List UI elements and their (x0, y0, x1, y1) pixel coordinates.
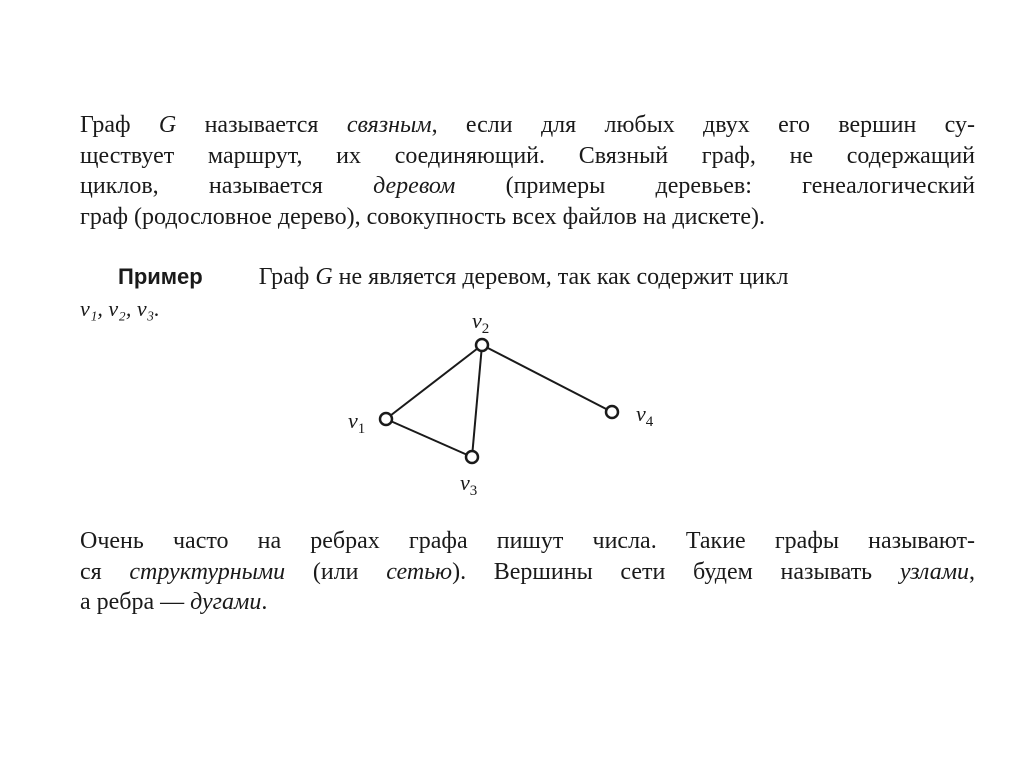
text: не является деревом, так как содержит цикл (332, 264, 789, 290)
term-network: сетью (386, 558, 453, 585)
text-line (80, 171, 975, 202)
edge-v1-v3 (386, 419, 472, 457)
text: (или (285, 558, 387, 585)
text: , (969, 558, 976, 585)
term-tree: деревом (373, 173, 456, 199)
term-arcs: дугами (190, 589, 262, 615)
graph-symbol: G (158, 112, 177, 138)
text-line (80, 557, 975, 588)
vertex-v3 (466, 451, 478, 463)
example-cycle: v₁, v₂, v₃. (80, 296, 160, 321)
text: (примеры деревьев: генеалогический (455, 173, 976, 199)
text-line: ществует маршрут, их соединяющий. Связный граф, не содержащий (80, 142, 975, 169)
edge-v2-v4 (482, 345, 612, 412)
example-line (118, 264, 789, 291)
vertex-v4 (606, 406, 618, 418)
vertex-label-v4: $v_4$ (636, 401, 654, 430)
example-label: Пример (118, 264, 203, 289)
graph-symbol: G (315, 264, 333, 290)
graph-diagram (330, 300, 690, 510)
vertex-label-v1: $v_1$ (348, 408, 366, 437)
definition-paragraph (80, 110, 975, 232)
structural-paragraph (80, 526, 975, 618)
term-nodes: узлами (899, 558, 970, 585)
text-line (80, 110, 975, 141)
text: ). Вершины сети будем называть (452, 558, 900, 585)
text: циклов, называется (80, 173, 374, 199)
edge-v2-v3 (472, 345, 482, 457)
vertex-v2 (476, 339, 488, 351)
text: а ребра — (80, 589, 191, 615)
text: Граф (258, 264, 316, 290)
text-line: граф (родословное дерево), совокупность всех файлов на дискете). (80, 203, 765, 230)
text: ся (80, 558, 130, 585)
text-line (80, 587, 975, 618)
vertex-v1 (380, 413, 392, 425)
term-connected: связным (346, 112, 432, 138)
edge-v1-v2 (386, 345, 482, 419)
text: называется (176, 112, 347, 138)
text-line: Очень часто на ребрах графа пишут числа. Такие графы называют- (80, 528, 975, 554)
text: . (261, 589, 268, 615)
term-structural: структурными (129, 558, 286, 585)
vertex-label-v2: $v_2$ (472, 308, 490, 337)
vertex-label-v3: $v_3$ (460, 470, 478, 499)
text: , если для любых двух его вершин су- (431, 112, 976, 138)
text: Граф (80, 112, 159, 138)
